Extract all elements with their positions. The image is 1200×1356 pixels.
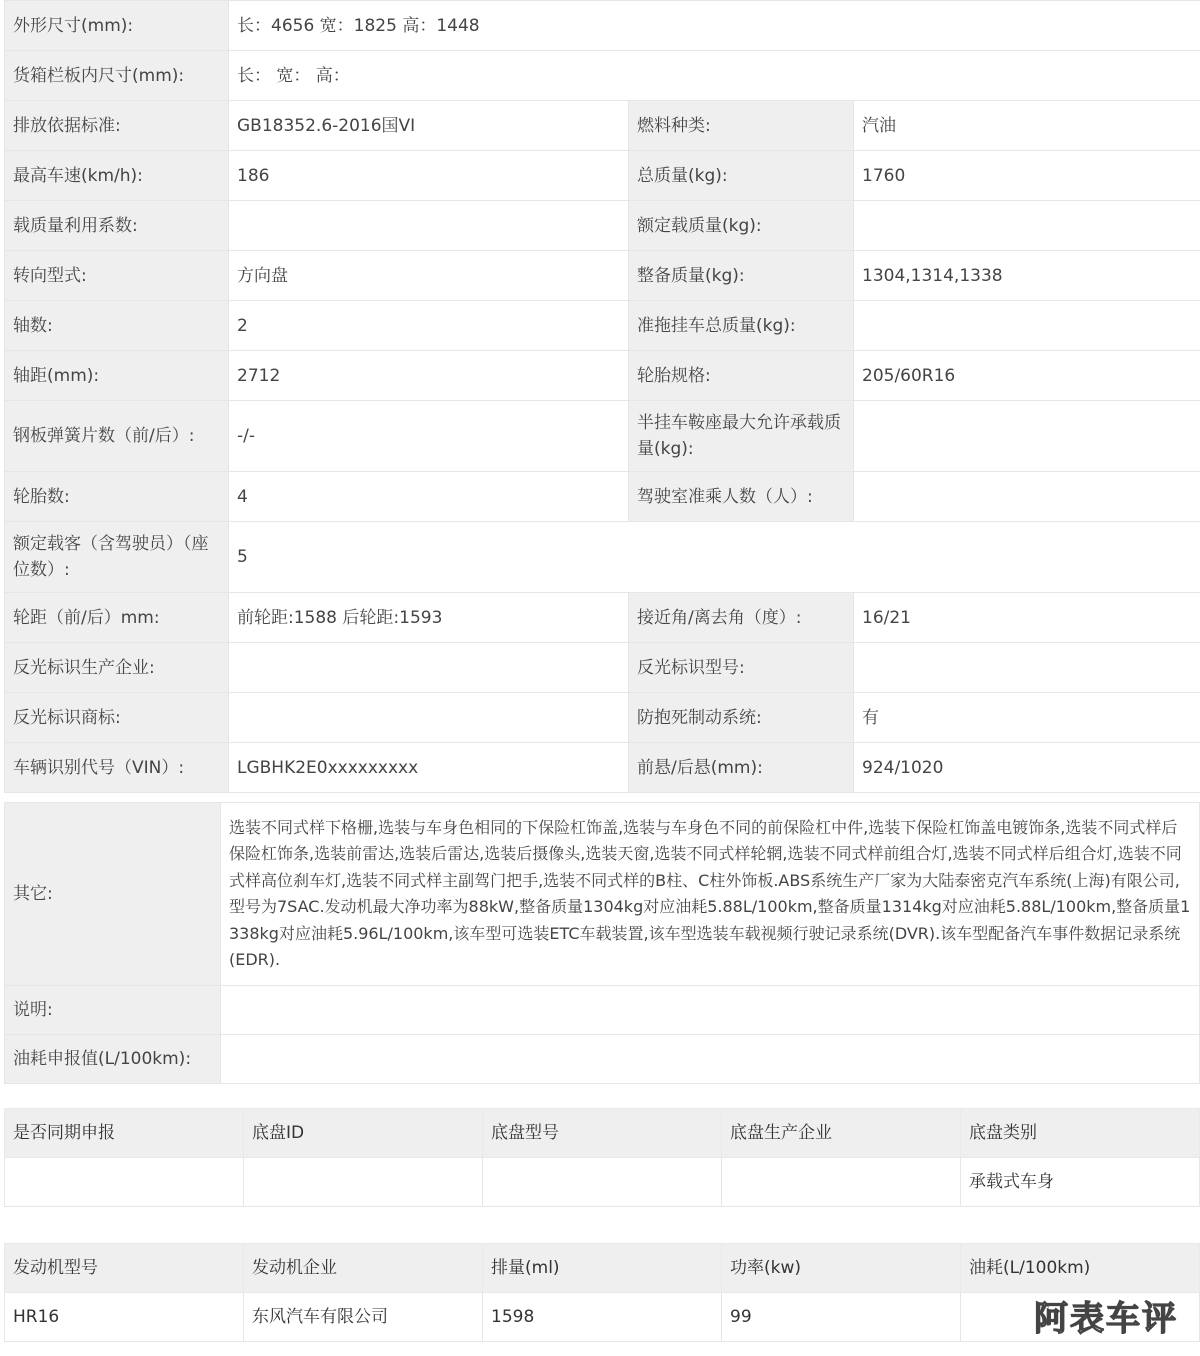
note-label: 说明: <box>5 986 221 1035</box>
chassis-cell: 承载式车身 <box>961 1158 1200 1207</box>
engine-header-cell: 发动机企业 <box>244 1244 483 1293</box>
engine-header-row <box>5 1244 1200 1293</box>
engine-header-cell: 油耗(L/100km) <box>961 1244 1200 1293</box>
axles-label: 轴数: <box>5 301 229 351</box>
chassis-cell <box>5 1158 244 1207</box>
chassis-header-cell: 底盘ID <box>244 1109 483 1158</box>
curb-mass-value: 1304,1314,1338 <box>854 251 1200 301</box>
spec-row-cargo-size <box>5 51 1200 101</box>
saddle-load-label: 半挂车鞍座最大允许承载质量(kg): <box>629 401 854 472</box>
total-mass-value: 1760 <box>854 151 1200 201</box>
tire-spec-label: 轮胎规格: <box>629 351 854 401</box>
engine-data-row <box>5 1293 1200 1342</box>
outer-size-label: 外形尺寸(mm): <box>5 1 229 51</box>
rated-passengers-value: 5 <box>229 522 1200 593</box>
spec-row-outer-size <box>5 1 1200 51</box>
abs-value: 有 <box>854 693 1200 743</box>
reflector-model-value <box>854 643 1200 693</box>
axles-value: 2 <box>229 301 629 351</box>
steering-label: 转向型式: <box>5 251 229 301</box>
reflector-maker-label: 反光标识生产企业: <box>5 643 229 693</box>
fuel-decl-value <box>221 1035 1200 1084</box>
other-info-table <box>4 802 1200 1084</box>
chassis-table <box>4 1108 1200 1207</box>
spec-row-emission <box>5 101 1200 151</box>
load-util-label: 载质量利用系数: <box>5 201 229 251</box>
other-value: 选装不同式样下格栅,选装与车身色相同的下保险杠饰盖,选装与车身色不同的前保险杠中件,选装下保险杠饰盖电镀饰条,选装不同式样后保险杠饰条,选装前雷达,选装后雷达,选装后摄像头,选装天窗,选装不同式样轮辋,选装不同式样前组合灯,选装不同式样后组合灯,选装不同式样高位刹车灯,选装不同式样主副驾门把手,选装不同式样的B柱、C柱外饰板.ABS系统生产厂家为大陆泰密克汽车系统(上海)有限公司,型号为7SAC.发动机最大净功率为88kW,整备质量1304kg对应油耗5.88L/100km,整备质量1314kg对应油耗5.88L/100km,整备质量1338kg对应油耗5.96L/100km,该车型可选装ETC车载装置,该车型选装车载视频行驶记录系统(DVR).该车型配备汽车事件数据记录系统(EDR). <box>221 803 1200 986</box>
spec-row-tires <box>5 472 1200 522</box>
chassis-header-cell: 底盘生产企业 <box>722 1109 961 1158</box>
total-mass-label: 总质量(kg): <box>629 151 854 201</box>
engine-cell: 1598 <box>483 1293 722 1342</box>
chassis-cell <box>483 1158 722 1207</box>
angle-value: 16/21 <box>854 593 1200 643</box>
saddle-load-value <box>854 401 1200 472</box>
steering-value: 方向盘 <box>229 251 629 301</box>
reflector-brand-value <box>229 693 629 743</box>
spec-row-axles <box>5 301 1200 351</box>
outer-size-value: 长：4656 宽：1825 高：1448 <box>229 1 1200 51</box>
engine-cell: 东风汽车有限公司 <box>244 1293 483 1342</box>
track-value: 前轮距:1588 后轮距:1593 <box>229 593 629 643</box>
cargo-size-value: 长： 宽： 高： <box>229 51 1200 101</box>
note-row <box>5 986 1200 1035</box>
engine-table <box>4 1243 1200 1342</box>
watermark-logo: 阿表车评 <box>1034 1299 1178 1339</box>
max-speed-value: 186 <box>229 151 629 201</box>
spec-row-reflector <box>5 643 1200 693</box>
chassis-data-row <box>5 1158 1200 1207</box>
emission-value: GB18352.6-2016国VI <box>229 101 629 151</box>
spec-row-track <box>5 593 1200 643</box>
vehicle-spec-table <box>4 0 1200 793</box>
spec-row-steering <box>5 251 1200 301</box>
abs-label: 防抱死制动系统: <box>629 693 854 743</box>
cab-passengers-label: 驾驶室准乘人数（人）: <box>629 472 854 522</box>
tire-spec-value: 205/60R16 <box>854 351 1200 401</box>
spec-row-abs <box>5 693 1200 743</box>
fuel-decl-label: 油耗申报值(L/100km): <box>5 1035 221 1084</box>
reflector-maker-value <box>229 643 629 693</box>
chassis-header-row <box>5 1109 1200 1158</box>
rated-passengers-label: 额定载客（含驾驶员）（座位数）: <box>5 522 229 593</box>
spec-row-vin <box>5 743 1200 793</box>
engine-header-cell: 排量(ml) <box>483 1244 722 1293</box>
trailer-mass-label: 准拖挂车总质量(kg): <box>629 301 854 351</box>
angle-label: 接近角/离去角（度）: <box>629 593 854 643</box>
engine-header-cell: 功率(kw) <box>722 1244 961 1293</box>
wheelbase-label: 轴距(mm): <box>5 351 229 401</box>
other-label: 其它: <box>5 803 221 986</box>
load-util-value <box>229 201 629 251</box>
fuel-label: 燃料种类: <box>629 101 854 151</box>
tire-count-value: 4 <box>229 472 629 522</box>
chassis-header-cell: 是否同期申报 <box>5 1109 244 1158</box>
emission-label: 排放依据标准: <box>5 101 229 151</box>
note-value <box>221 986 1200 1035</box>
spec-row-load <box>5 201 1200 251</box>
vin-value: LGBHK2E0xxxxxxxxx <box>229 743 629 793</box>
fuel-value: 汽油 <box>854 101 1200 151</box>
chassis-cell <box>244 1158 483 1207</box>
curb-mass-label: 整备质量(kg): <box>629 251 854 301</box>
spec-row-speed <box>5 151 1200 201</box>
engine-header-cell: 发动机型号 <box>5 1244 244 1293</box>
leaf-spring-value: -/- <box>229 401 629 472</box>
engine-cell: HR16 <box>5 1293 244 1342</box>
chassis-header-cell: 底盘型号 <box>483 1109 722 1158</box>
engine-cell: 99 <box>722 1293 961 1342</box>
overhang-label: 前悬/后悬(mm): <box>629 743 854 793</box>
cargo-size-label: 货箱栏板内尺寸(mm): <box>5 51 229 101</box>
chassis-header-cell: 底盘类别 <box>961 1109 1200 1158</box>
chassis-cell <box>722 1158 961 1207</box>
spec-row-leaf-spring <box>5 401 1200 472</box>
spec-row-wheelbase <box>5 351 1200 401</box>
reflector-model-label: 反光标识型号: <box>629 643 854 693</box>
reflector-brand-label: 反光标识商标: <box>5 693 229 743</box>
rated-load-label: 额定载质量(kg): <box>629 201 854 251</box>
vin-label: 车辆识别代号（VIN）: <box>5 743 229 793</box>
trailer-mass-value <box>854 301 1200 351</box>
fuel-decl-row <box>5 1035 1200 1084</box>
overhang-value: 924/1020 <box>854 743 1200 793</box>
cab-passengers-value <box>854 472 1200 522</box>
max-speed-label: 最高车速(km/h): <box>5 151 229 201</box>
tire-count-label: 轮胎数: <box>5 472 229 522</box>
track-label: 轮距（前/后）mm: <box>5 593 229 643</box>
leaf-spring-label: 钢板弹簧片数（前/后）: <box>5 401 229 472</box>
spec-row-passengers <box>5 522 1200 593</box>
wheelbase-value: 2712 <box>229 351 629 401</box>
other-row <box>5 803 1200 986</box>
rated-load-value <box>854 201 1200 251</box>
